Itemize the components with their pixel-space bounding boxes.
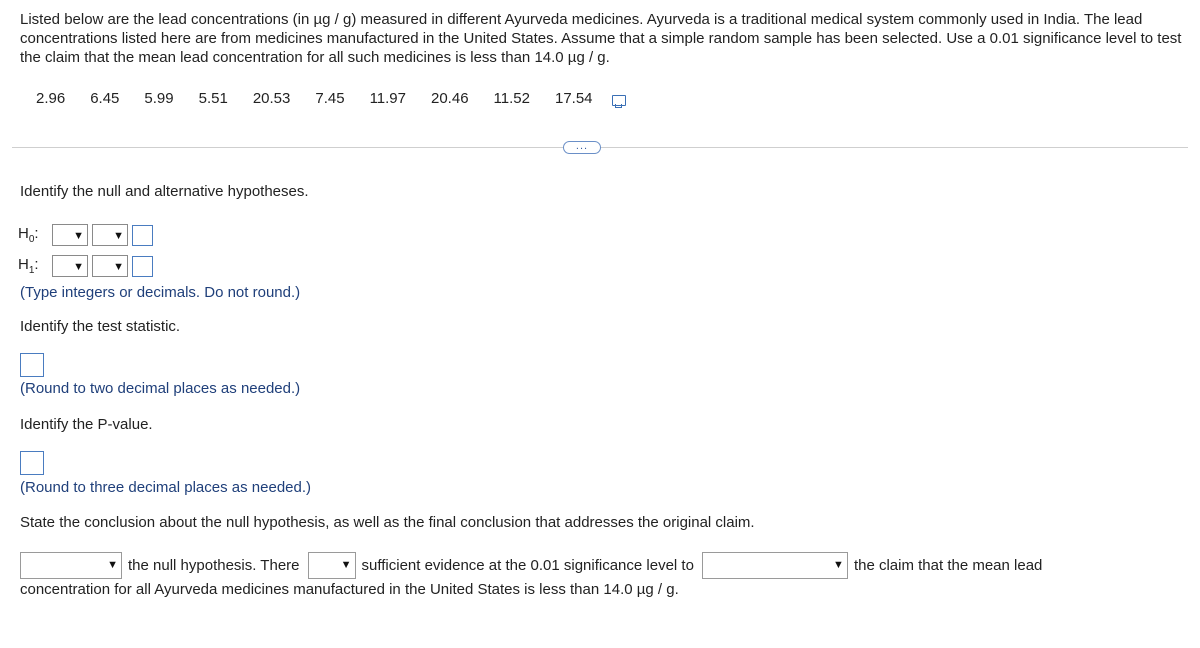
h0-label: $H_0$:: [18, 225, 39, 245]
dropdown-arrow-icon: ▼: [113, 261, 124, 273]
data-value: 5.51: [198, 90, 228, 107]
h0-value-input[interactable]: [132, 225, 153, 246]
data-value: 7.45: [315, 90, 345, 107]
dropdown-arrow-icon: ▼: [107, 559, 118, 571]
h1-label: $H_1$:: [18, 256, 39, 276]
copy-icon[interactable]: [612, 95, 626, 106]
data-value: 6.45: [90, 90, 120, 107]
hypotheses-note: (Type integers or decimals. Do not round.): [20, 284, 301, 301]
conclusion-text-2: sufficient evidence at the 0.01 significance level to: [361, 557, 694, 574]
data-value: 17.54: [554, 90, 593, 107]
dropdown-arrow-icon: ▼: [340, 559, 352, 571]
null-decision-dropdown[interactable]: [20, 552, 122, 579]
claim-decision-dropdown[interactable]: [702, 552, 848, 579]
dropdown-arrow-icon: ▼: [113, 230, 124, 242]
test-statistic-input[interactable]: [20, 353, 44, 377]
conclusion-text-1: the null hypothesis. There: [128, 557, 300, 574]
h1-parameter-dropdown[interactable]: [52, 255, 88, 277]
problem-statement: Listed below are the lead concentrations (in µg / g) measured in different Ayurveda medicines. Ayurveda is a traditional medical system commonly used in India. The lead concentrations listed here are from medicines manufactured in the United States. Assume that a simple random sample has been selected. Use a 0.01 significance level to test the claim that the mean lead concentration for all such medicines is less than 14.0 µg / g.: [20, 11, 1182, 66]
p-value-note: (Round to three decimal places as needed.): [20, 479, 312, 496]
dropdown-arrow-icon: ▼: [73, 230, 84, 242]
h0-parameter-dropdown[interactable]: [52, 224, 88, 246]
conclusion-text-3: the claim that the mean lead: [853, 557, 1043, 574]
data-value: 11.52: [493, 90, 530, 107]
dropdown-arrow-icon: ▼: [833, 559, 844, 571]
conclusion-prompt: State the conclusion about the null hypothesis, as well as the final conclusion that addresses the original claim.: [20, 514, 755, 531]
h1-relation-dropdown[interactable]: [92, 255, 128, 277]
evidence-dropdown[interactable]: [308, 552, 356, 579]
test-statistic-note: (Round to two decimal places as needed.): [20, 380, 301, 397]
show-more-button[interactable]: ...: [563, 141, 601, 154]
data-value: 20.46: [431, 90, 469, 107]
data-value: 20.53: [252, 90, 291, 107]
p-value-prompt: Identify the P-value.: [20, 416, 153, 433]
dropdown-arrow-icon: ▼: [73, 261, 84, 273]
data-value: 11.97: [369, 90, 406, 107]
h1-value-input[interactable]: [132, 256, 153, 277]
h1-row: [18, 254, 153, 278]
p-value-input[interactable]: [20, 451, 44, 475]
h0-relation-dropdown[interactable]: [92, 224, 128, 246]
conclusion-row: [20, 552, 1042, 579]
data-value: 2.96: [36, 90, 66, 107]
data-values-row: [36, 90, 626, 107]
h0-row: [18, 223, 153, 247]
test-statistic-prompt: Identify the test statistic.: [20, 318, 181, 335]
conclusion-text-4: concentration for all Ayurveda medicines manufactured in the United States is less than 14.0 µg / g.: [20, 581, 679, 598]
hypotheses-prompt: Identify the null and alternative hypotheses.: [20, 183, 309, 200]
data-value: 5.99: [144, 90, 174, 107]
